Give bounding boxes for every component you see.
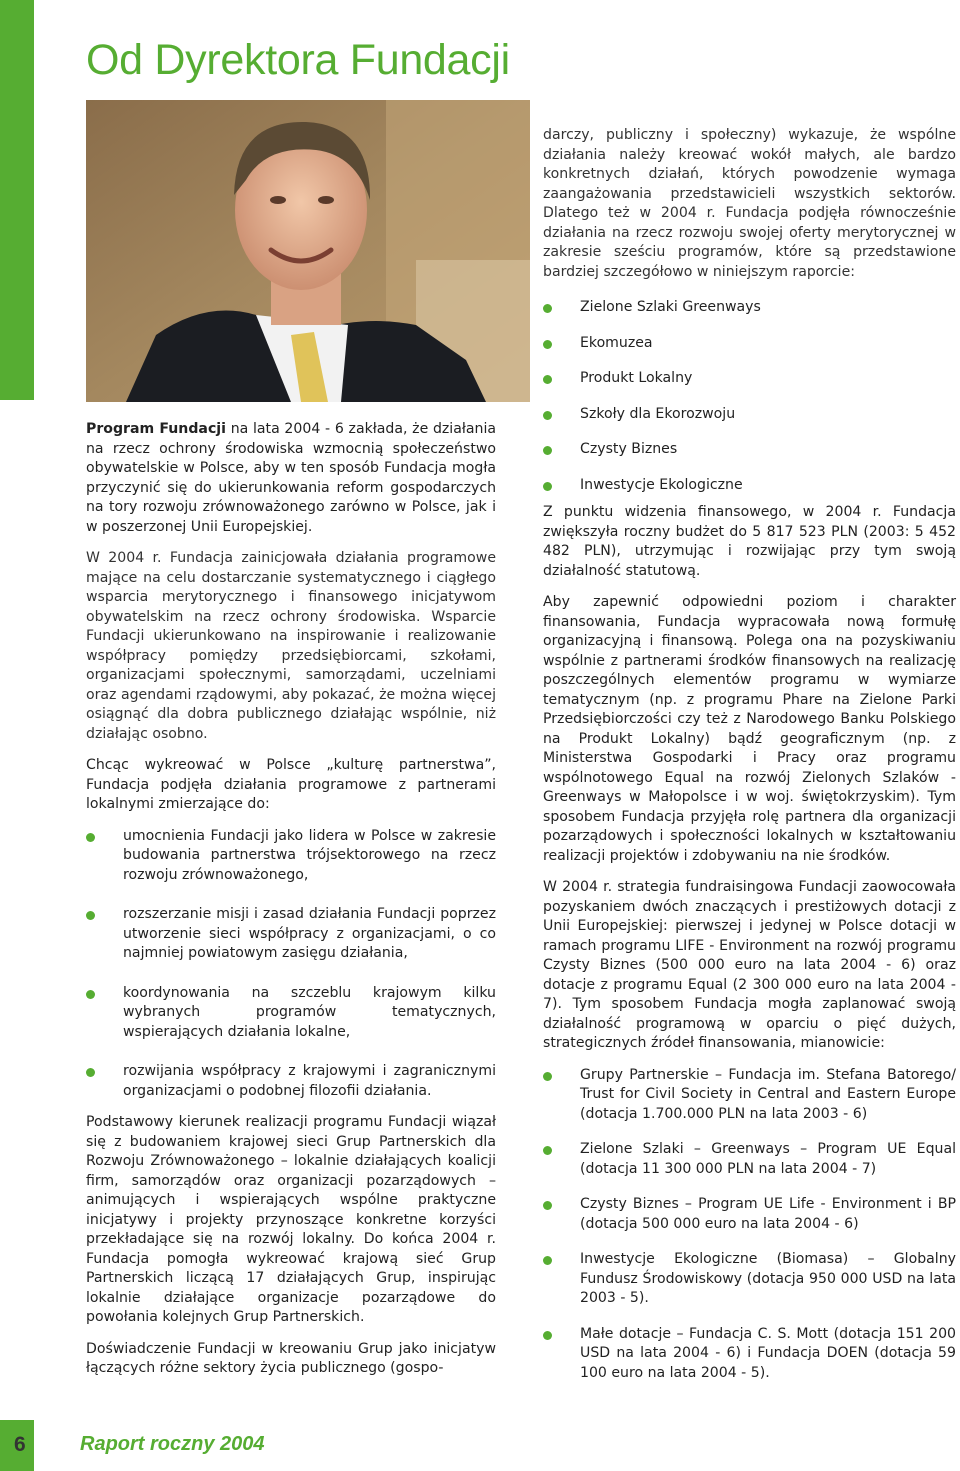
bullet-icon — [543, 1256, 552, 1265]
list-item: umocnienia Fundacji jako lidera w Polsce w zakresie budowania partnerstwa trójsektorowego na rzecz rozwoju zrównoważonego, — [86, 827, 496, 886]
goals-list — [86, 827, 496, 1102]
bullet-icon — [543, 1201, 552, 1210]
right-column — [543, 126, 956, 1399]
list-item: Szkoły dla Ekorozwoju — [543, 405, 956, 425]
list-item: Inwestycje Ekologiczne (Biomasa) – Globalny Fundusz Środowiskowy (dotacja 950 000 USD na lata 2003 - 5). — [543, 1250, 956, 1309]
list-item: koordynowania na szczeblu krajowym kilku wybranych programów tematycznych, wspierających działania lokalne, — [86, 984, 496, 1043]
director-portrait-photo — [86, 100, 530, 402]
paragraph-fundraising: W 2004 r. strategia fundraisingowa Fundacji zaowocowała pozyskaniem dwóch znaczących i prestiżowych dotacji z Unii Europejskiej: pierwszej i jedynej w Polsce dotacji w ramach programu LIFE - Environment na rozwój programu Czysty Biznes (500 000 euro na lata 2004 - 6) oraz dotacje z programu Equal (2 300 000 euro na lata 2004 - 7). Tym sposobem Fundacja mogła zaplanować swoją działalność programową w oparciu o pięć dużych, strategicznych źródeł finansowania, mianowicie: — [543, 879, 956, 1051]
paragraph-experience: Doświadczenie Fundacji w kreowaniu Grup jako inicjatyw łączących różne sektory życia publicznego (gospo- — [86, 1340, 496, 1376]
page-number: 6 — [14, 1433, 26, 1456]
paragraph-continuation: darczy, publiczny i społeczny) wykazuje, że wspólne działania należy kreować wokół małych, ale bardzo konkretnych działań, których powodzenie wymaga zaangażowania przedstawicieli wszystkich sektorów. Dlatego też w 2004 r. Fundacja podjęła równocześnie działania na rzecz rozwoju swojej oferty merytorycznej w zakresie sześciu programów, które są przedstawione bardziej szczegółowo w niniejszym raporcie: — [543, 127, 956, 280]
bullet-icon — [543, 482, 552, 491]
paragraph-budget: Z punktu widzenia finansowego, w 2004 r. Fundacja zwiększyła roczny budżet do 5 817 523 PLN (2003: 5 452 482 PLN), utrzymując i rozwijając przy tym swoją działalność statutową. — [543, 504, 956, 579]
list-item: Grupy Partnerskie – Fundacja im. Stefana Batorego/ Trust for Civil Society in Central and Eastern Europe (dotacja 1.700.000 PLN na lata 2003 - 6) — [543, 1066, 956, 1125]
bullet-icon — [543, 375, 552, 384]
left-column — [86, 420, 496, 1379]
bullet-icon — [543, 446, 552, 455]
funding-sources-list — [543, 1066, 956, 1384]
bullet-icon — [543, 411, 552, 420]
paragraph-financing: Aby zapewnić odpowiedni poziom i charakter finansowania, Fundacja wypracowała nową formułę organizacyjną i finansową. Polega ona na pozyskiwaniu wspólnie z partnerami środków finansowych na realizację poszczególnych elementów programu w wymiarze tematycznym (np. z programu Phare na Zielone Parki Przedsiębiorczości czy też z Narodowego Banku Polskiego na Produkt Lokalny) bądź geograficznym (np. z Ministerstwa Gospodarki i Pracy oraz programu wspólnotowego Equal na rozwój Zielonych Szlaków - Greenways w Małopolsce i w woj. świętokrzyskim). Tym sposobem Fundacja przyjęła rolę partnera dla organizacji pozarządowych i społeczności lokalnych w kształtowaniu realizacji projektów i zdobywaniu na nie środków. — [543, 594, 956, 864]
program-lead: Program Fundacji — [86, 421, 226, 437]
sidebar-accent-bar — [0, 0, 34, 400]
intro-text: na lata 2004 - 6 zakłada, że działania na rzecz ochrony środowiska wzmocnią społeczeństwo obywatelskie w Polsce, aby w ten sposób Fundacja mogła przyczynić się do ukierunkowania reform gospodarczych na tory rozwoju zrównoważonego zarówno w Polsce, jak i w poszerzonej Unii Europejskiej. — [86, 421, 496, 535]
list-item: rozwijania współpracy z krajowymi i zagranicznymi organizacjami o podobnej filozofii działania. — [86, 1062, 496, 1101]
paragraph-partner-groups: Podstawowy kierunek realizacji programu Fundacji wiązał się z budowaniem krajowej sieci Grup Partnerskich dla Rozwoju Zrównoważonego – lokalnie działających koalicji firm, samorządów oraz organizacji pozarządowych – animujących i wspierających wspólne praktyczne inicjatywy i projekty przynoszące konkretne korzyści przekładające się na rozwój lokalny. Do końca 2004 r. Fundacja pomogła wykreować krajową sieć Grup Partnerskich liczącą 17 działających Grup, inspirując lokalnie działające organizacje pozarządowe do powołania kolejnych Grup Partnerskich. — [86, 1114, 496, 1325]
bullet-icon — [86, 833, 95, 842]
bullet-icon — [86, 990, 95, 999]
bullet-icon — [543, 304, 552, 313]
bullet-icon — [86, 1068, 95, 1077]
list-item: Ekomuzea — [543, 334, 956, 354]
list-item: Zielone Szlaki Greenways — [543, 298, 956, 318]
list-item: Produkt Lokalny — [543, 369, 956, 389]
paragraph-partnership: Chcąc wykreować w Polsce „kulturę partnerstwa”, Fundacja podjęła działania programowe z partnerami lokalnymi zmierzające do: — [86, 757, 496, 812]
list-item: Inwestycje Ekologiczne — [543, 476, 956, 496]
bullet-icon — [543, 1072, 552, 1081]
list-item: Czysty Biznes – Program UE Life - Environment i BP (dotacja 500 000 euro na lata 2004 - 6) — [543, 1195, 956, 1234]
list-item: Czysty Biznes — [543, 440, 956, 460]
programs-list — [543, 298, 956, 495]
intro-paragraph — [86, 420, 496, 537]
bullet-icon — [543, 340, 552, 349]
list-item: Małe dotacje – Fundacja C. S. Mott (dotacja 151 200 USD na lata 2004 - 6) i Fundacja DOEN (dotacja 59 100 euro na lata 2004 - 5). — [543, 1325, 956, 1384]
list-item: Zielone Szlaki – Greenways – Program UE Equal (dotacja 11 300 000 PLN na lata 2004 - 7) — [543, 1140, 956, 1179]
list-item: rozszerzanie misji i zasad działania Fundacji poprzez utworzenie sieci współpracy z organizacjami, o co najmniej powiatowym zasięgu działania, — [86, 905, 496, 964]
footer-report-title: Raport roczny 2004 — [80, 1433, 265, 1455]
bullet-icon — [543, 1331, 552, 1340]
bullet-icon — [86, 911, 95, 920]
paragraph-2004-initiative: W 2004 r. Fundacja zainicjowała działania programowe mające na celu dostarczanie systematycznego i ciągłego wsparcia merytorycznego i finansowego inicjatywom obywatelskim na rzecz ochrony środowiska. Wsparcie Fundacji ukierunkowano na inspirowanie i realizowanie współpracy pomiędzy przedsiębiorcami, szkołami, organizacjami społecznymi, samorządami, uczelniami oraz agendami rządowymi, aby pokazać, że można więcej osiągnąć dla dobra publicznego działając wspólnie, niż działając osobno. — [86, 550, 496, 742]
bullet-icon — [543, 1146, 552, 1155]
page-title: Od Dyrektora Fundacji — [86, 36, 510, 84]
